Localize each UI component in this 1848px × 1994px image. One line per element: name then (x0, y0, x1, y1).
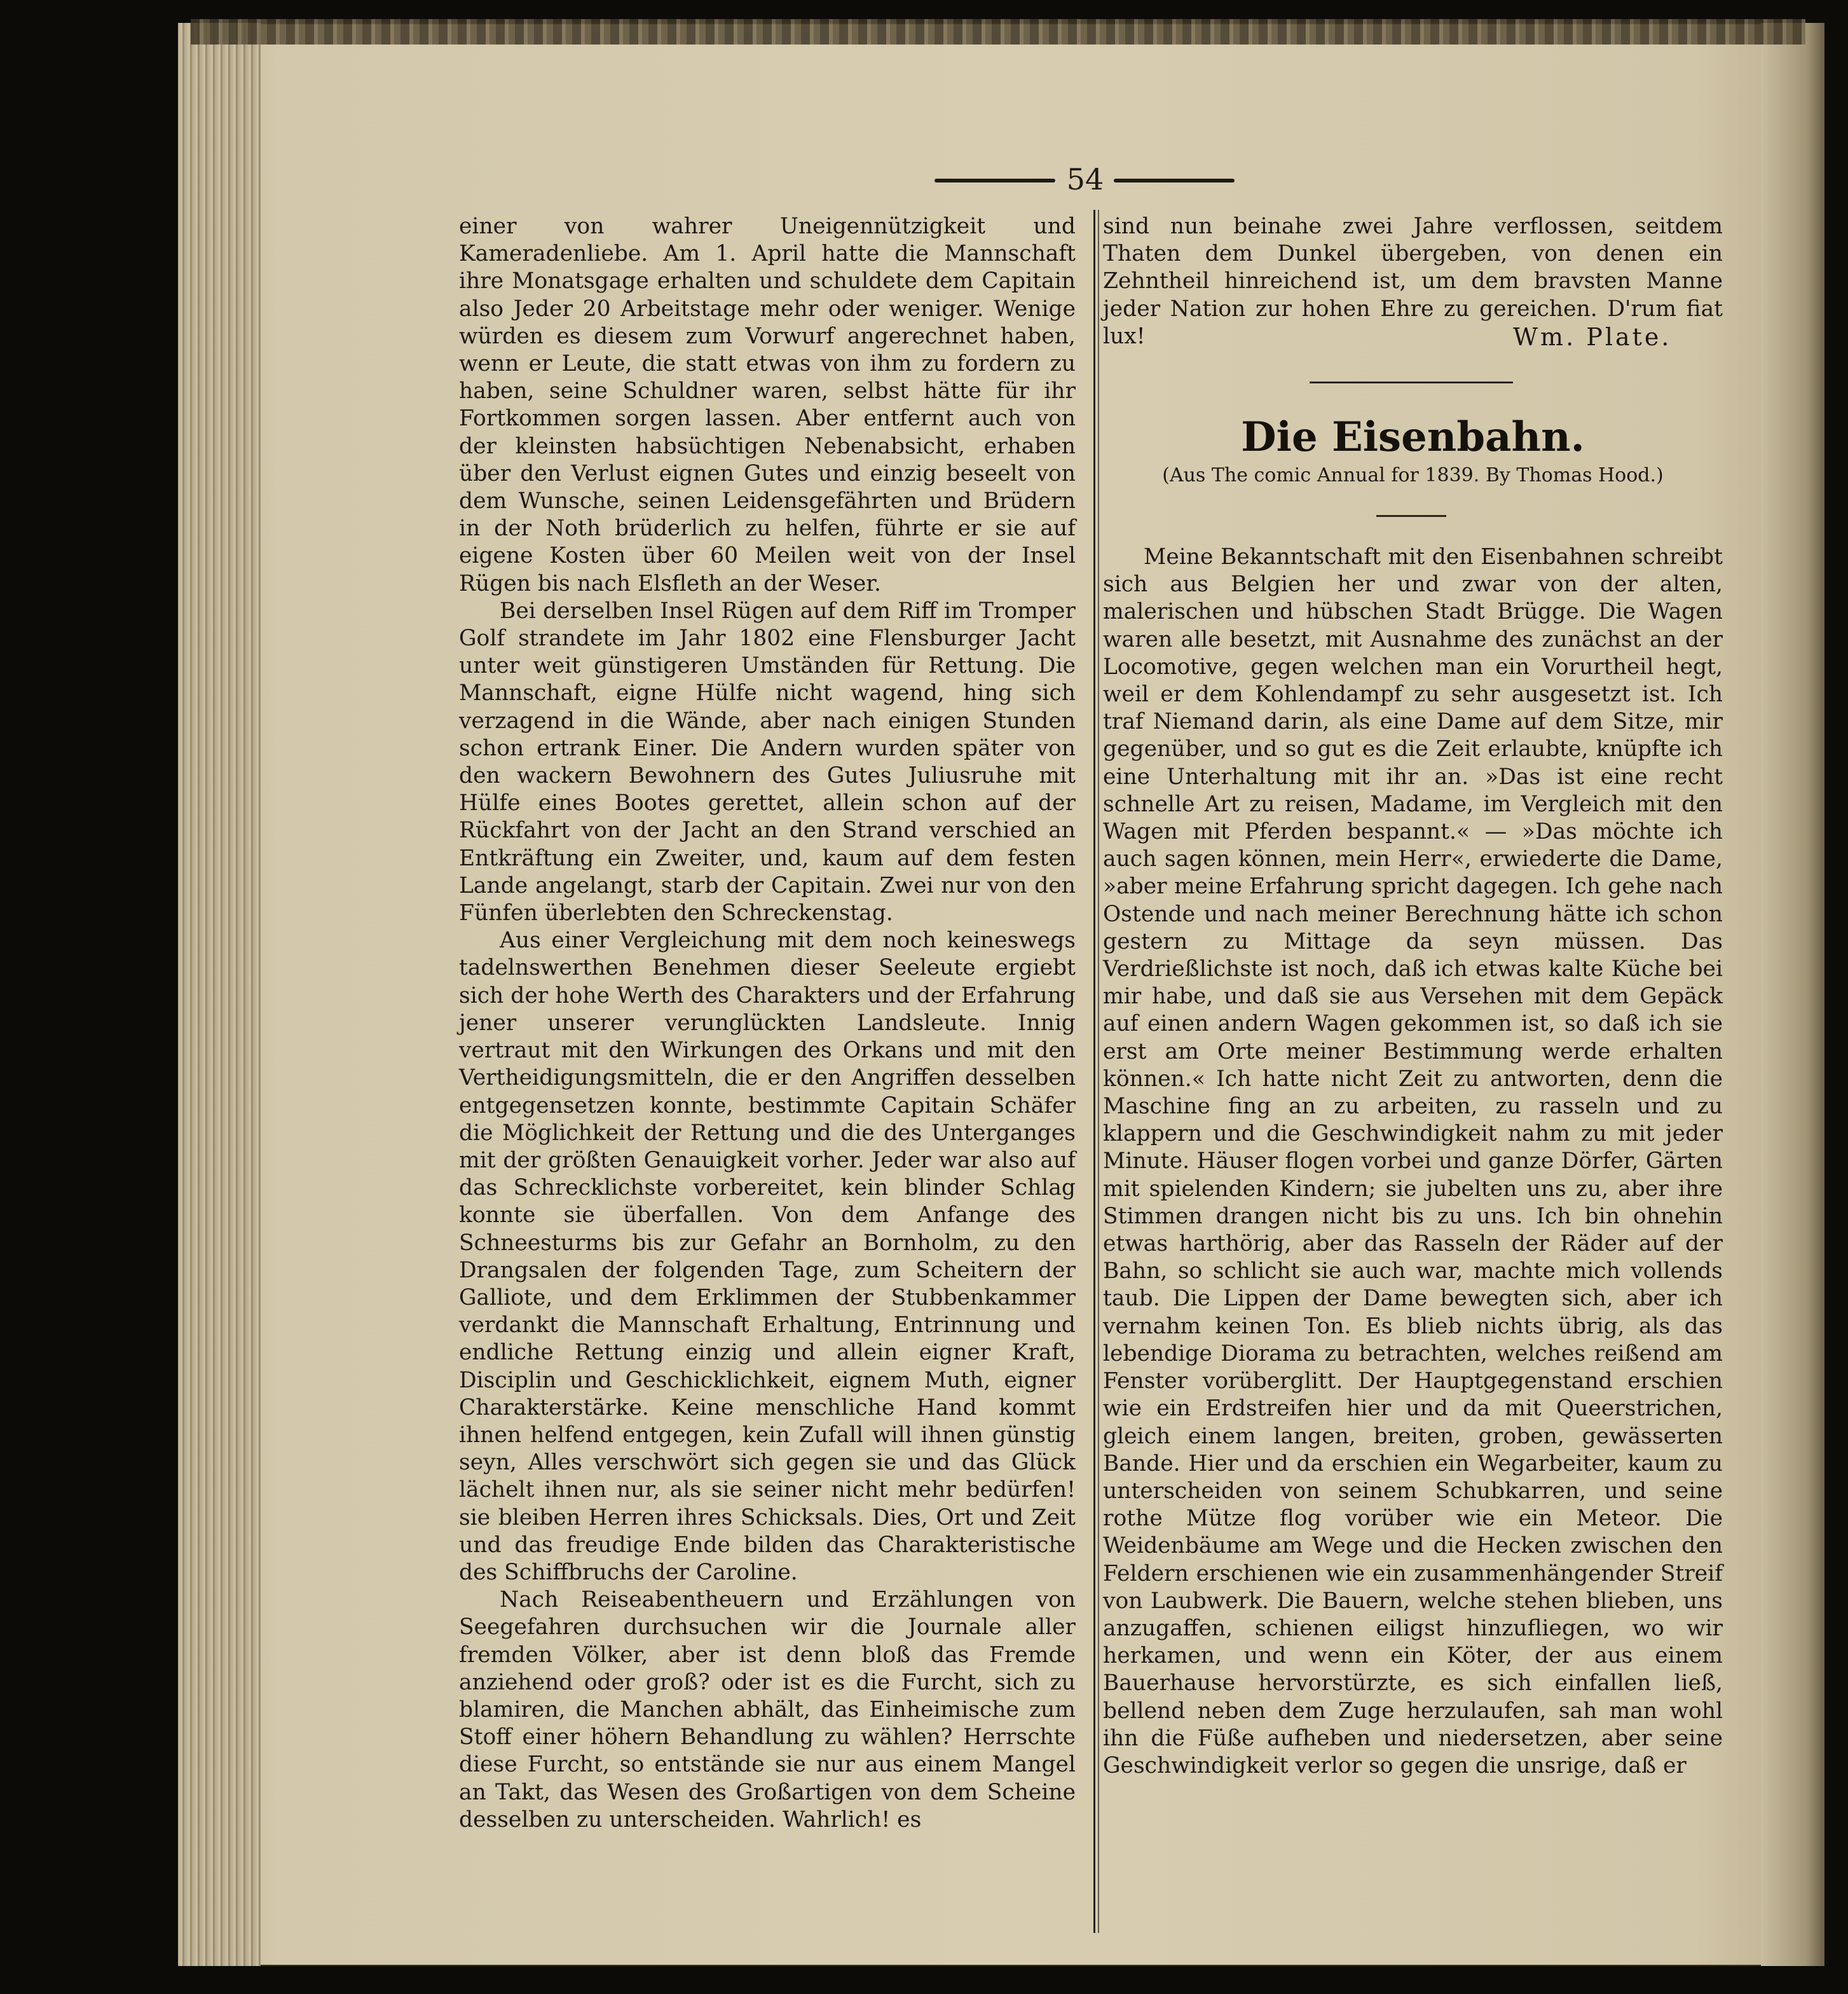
page-number: 54 (1066, 162, 1104, 196)
paragraph: sind nun beinahe zwei Jahre verflossen, seitdem Thaten dem Dunkel übergeben, von denen ein Zehntheil hinreichend ist, um dem bravsten Manne jeder Nation zur hohen Ehre zu gereichen. D'rum fiat lux! (1103, 214, 1723, 349)
author-signature: Wm. Plate. (1513, 323, 1672, 351)
left-column (459, 213, 1076, 1834)
article-title: Die Eisenbahn. (1241, 413, 1585, 461)
column-divider (1093, 210, 1095, 1933)
paragraph: Nach Reiseabentheuern und Erzählungen von Seegefahren durchsuchen wir die Journale aller fremden Völker, aber ist denn bloß das Fremde anziehend oder groß? oder ist es die Furcht, sich zu blamiren, die Manchen abhält, das Einheimische zum Stoff einer höhern Behandlung zu wählen? Herrschte diese Furcht, so entstände sie nur aus einem Mangel an Takt, das Wesen des Großartigen von dem Scheine desselben zu unterscheiden. Wahrlich! es (459, 1587, 1076, 1832)
paragraph: Meine Bekanntschaft mit den Eisenbahnen schreibt sich aus Belgien her und zwar von der alten, malerischen und hübschen Stadt Brügge. Die Wagen waren alle besetzt, mit Ausnahme des zunächst an der Locomotive, gegen welchen man ein Vorurtheil hegt, weil er dem Kohlendampf zu sehr ausgesetzt ist. Ich traf Niemand darin, als eine Dame auf dem Sitze, mir gegenüber, und so gut es die Zeit erlaubte, knüpfte ich eine Unterhaltung mit ihr an. »Das ist eine recht schnelle Art zu reisen, Madame, im Vergleich mit den Wagen mit Pferden bespannt.« — »Das möchte ich auch sagen können, mein Herr«, erwiederte die Dame, »aber meine Erfahrung spricht dagegen. Ich gehe nach Ostende und nach meiner Berechnung hätte ich schon gestern zu Mittage da seyn müssen. Das Verdrießlichste ist noch, daß ich etwas kalte Küche bei mir habe, und daß sie aus Versehen mit dem Gepäck auf einen andern Wagen gekommen ist, so daß ich sie erst am Orte meiner Bestimmung werde erhalten können.« Ich hatte nicht Zeit zu antworten, denn die Maschine fing an zu arbeiten, zu rasseln und zu klappern und die Geschwindigkeit nahm zu mit jeder Minute. Häuser flogen vorbei und ganze Dörfer, Gärten mit spielenden Kindern; sie jubelten uns zu, aber ihre Stimmen drangen nicht bis zu uns. Ich bin ohnehin etwas harthörig, aber das Rasseln der Räder auf der Bahn, so schlicht sie auch war, machte mich vollends taub. Die Lippen der Dame bewegten sich, aber ich vernahm keinen Ton. Es blieb nichts übrig, als das lebendige Diorama zu betrachten, welches reißend am Fenster vorüberglitt. Der Hauptgegenstand erschien wie ein Erdstreifen hier und da mit Queerstrichen, gleich einem langen, breiten, groben, gewässerten Bande. Hier und da erschien ein Wegarbeiter, kaum zu unterscheiden von seinem Schubkarren, und seine rothe Mütze flog vorüber wie ein Meteor. Die Weidenbäume am Wege und die Hecken zwischen den Feldern erschienen wie ein zusammenhängender Streif von Laubwerk. Die Bauern, welche stehen blieben, uns anzugaffen, schienen eiligst hinzufliegen, wo wir herkamen, und wenn ein Köter, der aus einem Bauerhause hervorstürzte, es sich einfallen ließ, bellend neben dem Zuge herzulaufen, sah man wohl ihn die Füße aufheben und niedersetzen, aber seine Geschwindigkeit verlor so gegen die unsrige, daß er (1103, 544, 1723, 1778)
article-subtitle: (Aus The comic Annual for 1839. By Thomas Hood.) (1162, 464, 1664, 486)
article-body (1103, 544, 1723, 1780)
paragraph: Aus einer Vergleichung mit dem noch keineswegs tadelnswerthen Benehmen dieser Seeleute ergiebt sich der hohe Werth des Charakters und der Erfahrung jener unserer verunglückten Landsleute. Innig vertraut mit den Wirkungen des Orkans und mit den Vertheidigungsmitteln, die er den Angriffen desselben entgegensetzen konnte, bestimmte Capitain Schäfer die Möglichkeit der Rettung und die des Unterganges mit der größten Genauigkeit vorher. Jeder war also auf das Schrecklichste vorbereitet, kein blinder Schlag konnte sie überfallen. Von dem Anfange des Schneesturms bis zur Gefahr an Bornholm, zu den Drangsalen der folgenden Tage, zum Scheitern der Galliote, und dem Erklimmen der Stubbenkammer verdankt die Mannschaft Erhaltung, Entrinnung und endliche Rettung einzig und allein eigner Kraft, Disciplin und Geschicklichkeit, eignem Muth, eigner Charakterstärke. Keine menschliche Hand kommt ihnen helfend entgegen, kein Zufall will ihnen günstig seyn, Alles verschwört sich gegen sie und das Glück lächelt ihnen nur, als sie seiner nicht mehr bedürfen! sie bleiben Herren ihres Schicksals. Dies, Ort und Zeit und das freudige Ende bilden das Charakteristische des Schiffbruchs der Caroline. (459, 928, 1076, 1585)
paragraph: einer von wahrer Uneigennützigkeit und Kameradenliebe. Am 1. April hatte die Mannschaft ihre Monatsgage erhalten und schuldete dem Capitain also Jeder 20 Arbeitstage mehr oder weniger. Wenige würden es diesem zum Vorwurf angerechnet haben, wenn er Leute, die statt etwas von ihm zu fordern zu haben, seine Schuldner waren, selbst hätte für ihr Fortkommen sorgen lassen. Aber entfernt auch von der kleinsten habsüchtigen Nebenabsicht, erhaben über den Verlust eignen Gutes und einzig beseelt von dem Wunsche, seinen Leidensgefährten und Brüdern in der Noth brüderlich zu helfen, führte er sie auf eigene Kosten über 60 Meilen weit von der Insel Rügen bis nach Elsfleth an der Weser. (459, 214, 1076, 596)
section-divider (1310, 382, 1513, 383)
header-ornament-right (1114, 179, 1235, 182)
title-divider (1376, 515, 1446, 517)
column-divider-inner (1098, 210, 1099, 1933)
page-edges (178, 23, 261, 1966)
binding-top-edge (191, 19, 1805, 45)
paragraph: Bei derselben Insel Rügen auf dem Riff im Tromper Golf strandete im Jahr 1802 eine Flensburger Jacht unter weit günstigeren Umständen für Rettung. Die Mannschaft, eigne Hülfe nicht wagend, hing sich verzagend in die Wände, aber nach einigen Stunden schon ertrank Einer. Die Andern wurden später von den wackern Bewohnern des Gutes Juliusruhe mit Hülfe eines Bootes gerettet, allein schon auf der Rückfahrt von der Jacht an den Strand verschied an Entkräftung ein Zweiter, und, kaum auf dem festen Lande angelangt, starb der Capitain. Zwei nur von den Fünfen überlebten den Schreckenstag. (459, 598, 1076, 926)
page-header (0, 162, 1848, 200)
header-ornament-left (934, 179, 1055, 182)
page-right-edge (1761, 23, 1824, 1966)
